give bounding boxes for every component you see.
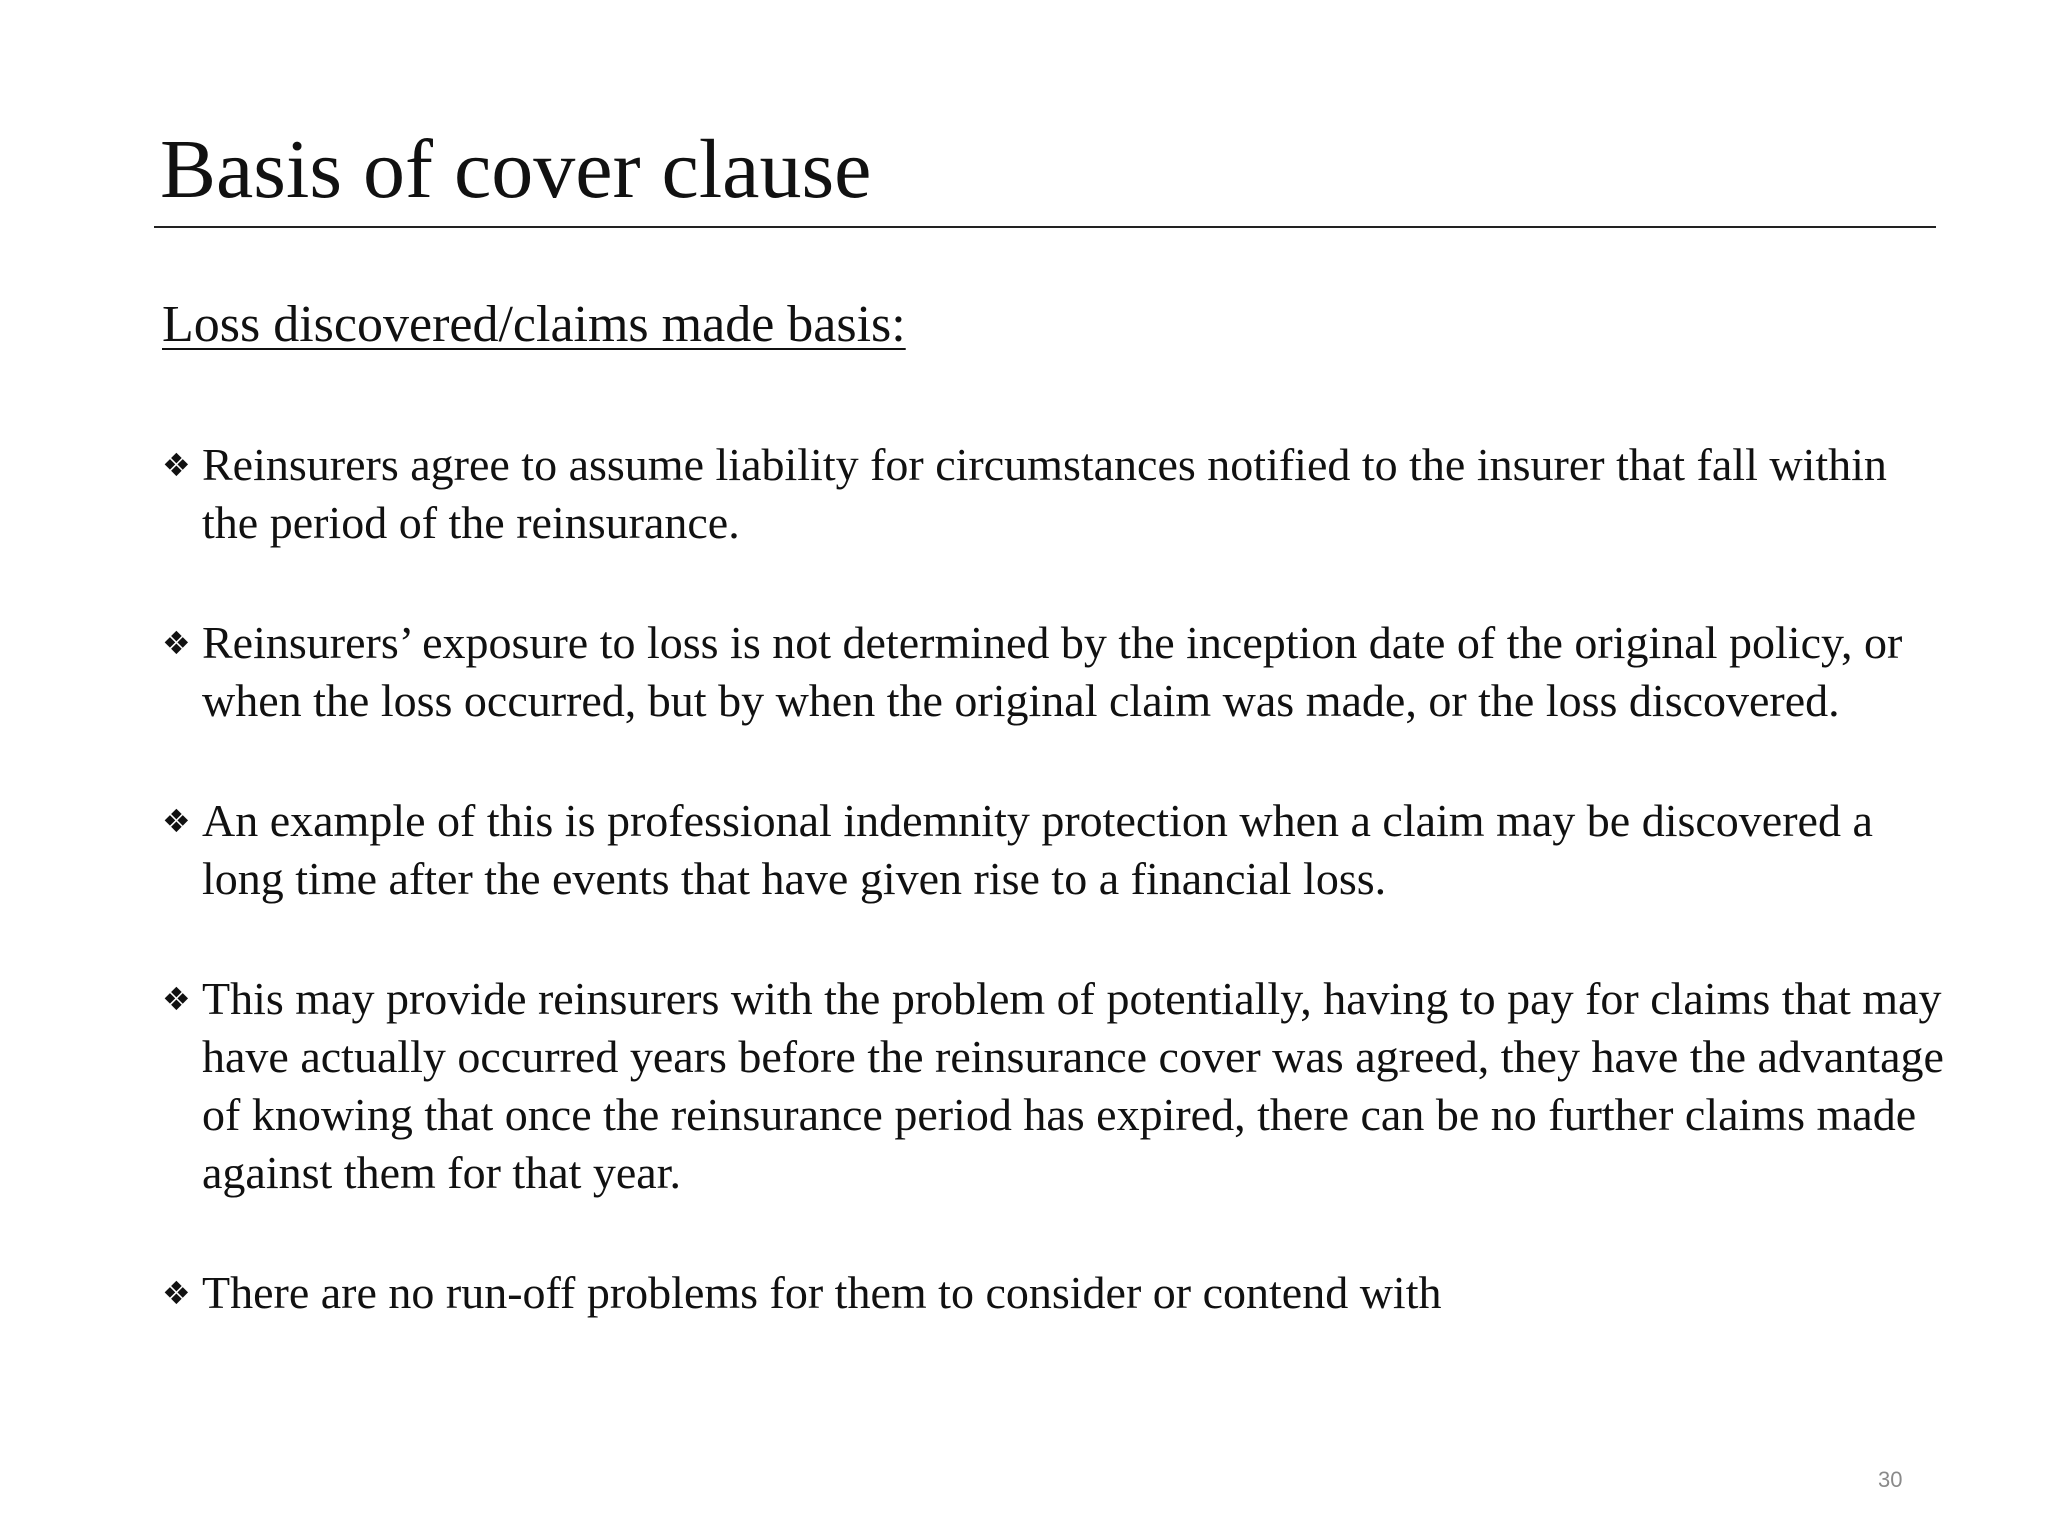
diamond-bullet-icon: ❖ <box>162 802 191 840</box>
bullet-item <box>162 436 1952 552</box>
bullet-list <box>162 436 1952 1384</box>
bullet-text: This may provide reinsurers with the problem of potentially, having to pay for claims that may have actually occurred years before the reinsurance cover was agreed, they have the advantage of knowing that once the reinsurance period has expired, there can be no further claims made against them for that year. <box>202 973 1944 1198</box>
bullet-text: An example of this is professional indemnity protection when a claim may be discovered a long time after the events that have given rise to a financial loss. <box>202 795 1873 904</box>
bullet-item <box>162 970 1952 1202</box>
bullet-text: Reinsurers’ exposure to loss is not determined by the inception date of the original policy, or when the loss occurred, but by when the original claim was made, or the loss discovered. <box>202 617 1903 726</box>
diamond-bullet-icon: ❖ <box>162 446 191 484</box>
page-number: 30 <box>1878 1467 1903 1492</box>
bullet-text: There are no run-off problems for them to consider or contend with <box>202 1267 1442 1318</box>
diamond-bullet-icon: ❖ <box>162 624 191 662</box>
slide-title: Basis of cover clause <box>160 123 872 216</box>
bullet-item <box>162 1264 1952 1322</box>
bullet-item <box>162 614 1952 730</box>
title-divider <box>154 226 1936 228</box>
bullet-item <box>162 792 1952 908</box>
diamond-bullet-icon: ❖ <box>162 980 191 1018</box>
bullet-text: Reinsurers agree to assume liability for circumstances notified to the insurer that fall within the period of the reinsurance. <box>202 439 1887 548</box>
diamond-bullet-icon: ❖ <box>162 1274 191 1312</box>
section-subheading: Loss discovered/claims made basis: <box>162 296 906 353</box>
